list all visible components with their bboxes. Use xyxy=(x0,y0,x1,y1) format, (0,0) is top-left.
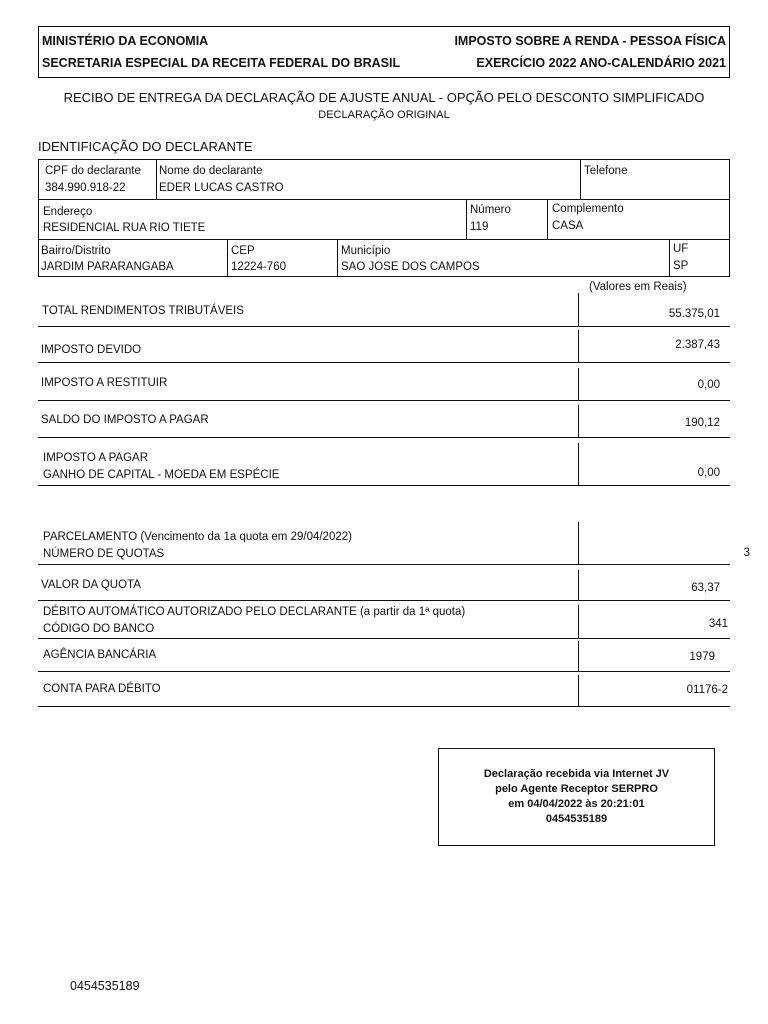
document-header xyxy=(38,26,730,78)
summary-value: 0,00 xyxy=(697,379,720,391)
summary-sublabel: GANHO DE CAPITAL - MOEDA EM ESPÉCIE xyxy=(43,469,280,481)
summary-label: SALDO DO IMPOSTO A PAGAR xyxy=(41,414,209,426)
divider xyxy=(38,564,730,565)
divider xyxy=(669,239,670,277)
name-value: EDER LUCAS CASTRO xyxy=(159,182,284,194)
receipt-stamp xyxy=(438,748,715,846)
payment-label: VALOR DA QUOTA xyxy=(41,579,141,591)
identification-heading: IDENTIFICAÇÃO DO DECLARANTE xyxy=(38,139,253,154)
divider xyxy=(38,671,730,672)
address-value: RESIDENCIAL RUA RIO TIETE xyxy=(43,222,206,234)
payment-sublabel: NÚMERO DE QUOTAS xyxy=(43,548,165,560)
payment-sublabel: CÓDIGO DO BANCO xyxy=(43,623,155,635)
divider xyxy=(578,641,579,671)
divider xyxy=(38,362,730,363)
divider xyxy=(38,485,730,486)
summary-value: 190,12 xyxy=(684,417,720,429)
summary-label: IMPOSTO A PAGAR xyxy=(43,452,149,464)
divider xyxy=(547,199,548,239)
divider xyxy=(38,239,730,240)
receipt-number: 0454535189 xyxy=(545,813,608,825)
divider xyxy=(38,600,730,601)
divider xyxy=(578,522,579,564)
cep-value: 12224-760 xyxy=(231,261,286,273)
address-label: Endereço xyxy=(43,206,93,218)
payment-value: 63,37 xyxy=(691,582,720,594)
complement-value: CASA xyxy=(552,220,584,232)
number-value: 119 xyxy=(470,221,489,233)
divider xyxy=(38,326,730,327)
payment-value: 341 xyxy=(708,618,728,630)
cep-label: CEP xyxy=(231,245,255,257)
divider xyxy=(578,443,579,485)
divider xyxy=(578,605,579,638)
tax-name: IMPOSTO SOBRE A RENDA - PESSOA FÍSICA xyxy=(454,34,726,48)
divider xyxy=(578,330,579,362)
payment-value: 01176-2 xyxy=(686,684,728,696)
number-label: Número xyxy=(470,204,511,216)
divider xyxy=(578,368,579,400)
summary-value: 55.375,01 xyxy=(668,308,720,320)
payment-label: AGÊNCIA BANCÁRIA xyxy=(43,649,157,661)
divider xyxy=(466,199,467,239)
divider xyxy=(227,239,228,277)
divider xyxy=(337,239,338,277)
divider xyxy=(578,293,579,326)
payment-value: 3 xyxy=(743,547,750,559)
values-note: (Valores em Reais) xyxy=(589,281,687,293)
declaration-type: DECLARAÇÃO ORIGINAL xyxy=(318,109,450,121)
summary-label: IMPOSTO A RESTITUIR xyxy=(41,377,168,389)
cpf-label: CPF do declarante xyxy=(45,165,141,177)
divider xyxy=(38,199,730,200)
ministry-name: MINISTÉRIO DA ECONOMIA xyxy=(42,34,209,48)
uf-label: UF xyxy=(673,243,689,255)
fiscal-year: EXERCÍCIO 2022 ANO-CALENDÁRIO 2021 xyxy=(476,56,726,70)
divider xyxy=(38,437,730,438)
divider xyxy=(156,159,157,199)
complement-label: Complemento xyxy=(552,203,624,215)
divider xyxy=(38,706,730,707)
divider xyxy=(578,405,579,437)
district-value: JARDIM PARARANGABA xyxy=(41,261,174,273)
divider xyxy=(578,570,579,600)
summary-value: 0,00 xyxy=(697,467,720,479)
district-label: Bairro/Distrito xyxy=(41,245,111,257)
receipt-title: RECIBO DE ENTREGA DA DECLARAÇÃO DE AJUSTE ANUAL - OPÇÃO PELO DESCONTO SIMPLIFICADO xyxy=(63,90,705,105)
payment-label: DÉBITO AUTOMÁTICO AUTORIZADO PELO DECLARANTE (a partir da 1ª quota) xyxy=(43,606,466,618)
payment-value: 1979 xyxy=(689,651,715,663)
payment-label: CONTA PARA DÉBITO xyxy=(43,683,161,695)
divider xyxy=(38,400,730,401)
secretariat-name: SECRETARIA ESPECIAL DA RECEITA FEDERAL DO BRASIL xyxy=(42,56,401,70)
uf-value: SP xyxy=(673,260,689,272)
city-label: Município xyxy=(341,245,391,257)
city-value: SAO JOSE DOS CAMPOS xyxy=(341,261,480,273)
receipt-line: Declaração recebida via Internet JV xyxy=(483,768,670,780)
summary-label: IMPOSTO DEVIDO xyxy=(41,344,142,356)
footer-code: 0454535189 xyxy=(70,979,140,993)
summary-value: 2.387,43 xyxy=(675,339,720,351)
receipt-line: em 04/04/2022 às 20:21:01 xyxy=(508,798,645,810)
divider xyxy=(578,675,579,706)
divider xyxy=(38,638,730,639)
summary-label: TOTAL RENDIMENTOS TRIBUTÁVEIS xyxy=(42,305,244,317)
name-label: Nome do declarante xyxy=(159,165,263,177)
phone-label: Telefone xyxy=(584,165,628,177)
cpf-value: 384.990.918-22 xyxy=(45,182,126,194)
divider xyxy=(580,159,581,199)
payment-label: PARCELAMENTO (Vencimento da 1a quota em 29/04/2022) xyxy=(43,531,352,543)
receipt-line: pelo Agente Receptor SERPRO xyxy=(495,783,658,795)
